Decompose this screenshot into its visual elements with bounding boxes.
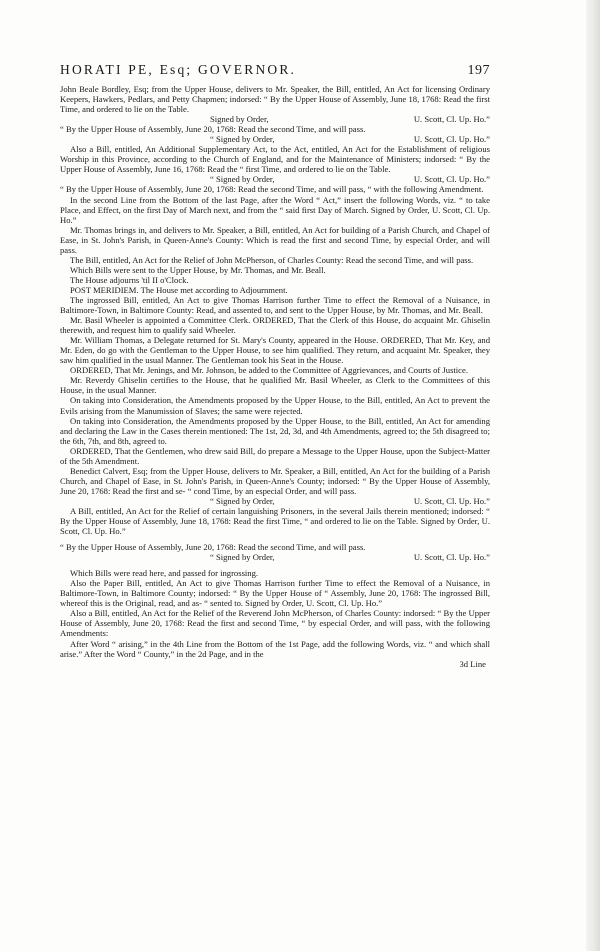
signature-right: U. Scott, Cl. Up. Ho.”	[413, 134, 490, 145]
signature-right: U. Scott, Cl. Up. Ho.”	[413, 552, 490, 563]
signature-left: “ Signed by Order,	[210, 552, 275, 563]
paragraph: “ By the Upper House of Assembly, June 20, 1768: Read the second Time, and will pass, “ with the following Amendment.	[60, 184, 484, 195]
paragraph: After Word “ arising,” in the 4th Line from the Bottom of the 1st Page, add the following Words, viz. “ and which shall arise.” After the Word “ County,” in the 2d Page, and in the	[60, 638, 490, 659]
signature-line	[60, 174, 490, 184]
paragraph: On taking into Consideration, the Amendments proposed by the Upper House, to the Bill, entitled, An Act for amending and declaring the Law in the Cases therein mentioned: The 1st, 2d, 3d, and 4th Amendments, agreed to; the 5th disagreed to; the 6th, 7th, and 8th, agreed to.	[60, 415, 490, 446]
paragraph: The ingrossed Bill, entitled, An Act to give Thomas Harrison further Time to effect the Removal of a Nuisance, in Baltimore-Town, in Baltimore County: Read, and assented to, and sent to the Upper House, by Mr. Thomas, and Mr. Beall.	[60, 294, 490, 316]
paragraph: Which Bills were sent to the Upper House, by Mr. Thomas, and Mr. Beall.	[70, 264, 326, 275]
signature-left: Signed by Order,	[210, 114, 269, 125]
signature-left: “ By the Upper House of Assembly, June 20, 1768: Read the second Time, and will pass.	[60, 124, 366, 135]
paragraph: John Beale Bordley, Esq; from the Upper House, delivers to Mr. Speaker, the Bill, entitled, An Act for licensing Ordinary Keepers, Hawkers, Pedlars, and Petty Chapmen; indorsed: “ By the Upper House of Assembly, June 18, 1768: Read the first Time, and ordered to lie on the Table.	[60, 84, 490, 115]
paragraph: Mr. Basil Wheeler is appointed a Committee Clerk. ORDERED, That the Clerk of this House, do acquaint Mr. Ghiselin therewith, and request him to qualify said Wheeler.	[60, 315, 490, 336]
paragraph: Mr. William Thomas, a Delegate returned for St. Mary's County, appeared in the House. ORDERED, That Mr. Key, and Mr. Eden, do go with the Gentleman to the Upper House, to see him qualified. They return, and acquaint Mr. Speaker, they saw him qualified in the usual Manner. The Gentleman took his Seat in the House.	[60, 335, 490, 366]
signature-line	[60, 114, 490, 124]
document-body	[60, 84, 490, 669]
paragraph: A Bill, entitled, An Act for the Relief of certain languishing Prisoners, in the several Jails therein mentioned; indorsed: “ By the Upper House of Assembly, June 18, 1768: Read the first Time, “ and ordered to lie on the Table. Signed by Order, U. Scott, Cl. Up. Ho.”	[60, 505, 490, 537]
paragraph: Mr. Reverdy Ghiselin certifies to the House, that he qualified Mr. Basil Wheeler, as Clerk to the Committees of this House, in the usual Manner.	[60, 375, 490, 396]
signature-left: “ Signed by Order,	[210, 134, 275, 145]
signature-right: U. Scott, Cl. Up. Ho.”	[413, 174, 490, 185]
paragraph: Also a Bill, entitled, An Act for the Relief of the Reverend John McPherson, of Charles County: indorsed: “ By the Upper House of Assembly, June 20, 1768: Read the first and second Time, “ by especial Order, and will pass, with the following Amendments:	[60, 608, 490, 639]
page-edge	[586, 0, 600, 951]
paragraph: The House adjourns 'til II o'Clock.	[70, 274, 189, 285]
endorsement-line	[60, 124, 490, 134]
signature-right: U. Scott, Cl. Up. Ho.”	[413, 495, 490, 506]
signature-line	[60, 552, 490, 562]
paragraph: In the second Line from the Bottom of the last Page, after the Word “ Act,” insert the following Words, viz. “ to take Place, and Effect, on the first Day of March next, and from the “ said first Day of March. Signed by Order, U. Scott, Cl. Up. Ho.”	[60, 194, 490, 225]
paragraph: Benedict Calvert, Esq; from the Upper House, delivers to Mr. Speaker, a Bill, entitled, An Act for the building of a Parish Church, and Chapel of Ease, in St. John's Parish, in Queen-Anne's County; indorsed: “ By the Upper House of Assembly, June 20, 1768: Read the first and se- “ cond Time, by an especial Order, and will pass.	[60, 465, 490, 496]
paragraph: “ By the Upper House of Assembly, June 20, 1768: Read the second Time, and will pass.	[60, 542, 366, 553]
paragraph: The Bill, entitled, An Act for the Relief of John McPherson, of Charles County: Read the second Time, and will pass.	[70, 254, 474, 265]
paragraph: Which Bills were read here, and passed for ingrossing.	[70, 568, 259, 579]
paragraph: Also the Paper Bill, entitled, An Act to give Thomas Harrison further Time to effect the Removal of a Nuisance, in Baltimore-Town, in Baltimore County; indorsed: “ By the Upper House of “ Assembly, June 20, 1768: The ingrossed Bill, whereof this is the Original, read, and as- “ sented to. Signed by Order, U. Scott, Cl. Up. Ho.”	[60, 578, 490, 609]
signature-left: “ Signed by Order,	[210, 174, 275, 185]
paragraph: Mr. Thomas brings in, and delivers to Mr. Speaker, a Bill, entitled, An Act for building of a Parish Church, and Chapel of Ease, in St. John's Parish, in Queen-Anne's County: Which is read the first and second Time, by especial Order, and will pass.	[60, 224, 490, 255]
signature-right: U. Scott, Cl. Up. Ho.”	[413, 114, 490, 125]
running-title: HORATI PE, Esq; GOVERNOR.	[60, 62, 297, 77]
paragraph: Also a Bill, entitled, An Additional Supplementary Act, to the Act, entitled, An Act for the Establishment of religious Worship in this Province, according to the Church of England, and for the Maintenance of Ministers; indorsed: “ By the Upper House of Assembly, June 16, 1768: Read the “ first Time, and ordered to lie on the Table.	[60, 144, 490, 175]
page-number: 197	[467, 63, 490, 78]
catchword: 3d Line	[459, 658, 486, 669]
signature-line	[60, 134, 490, 144]
paragraph: ORDERED, That Mr. Jenings, and Mr. Johnson, be added to the Committee of Aggrievances, and Courts of Justice.	[70, 365, 468, 376]
paragraph: On taking into Consideration, the Amendments proposed by the Upper House, to the Bill, entitled, An Act to prevent the Evils arising from the Manumission of Slaves; the same were rejected.	[60, 395, 490, 416]
running-header	[60, 62, 490, 79]
signature-line	[60, 496, 490, 506]
paragraph: ORDERED, That the Gentlemen, who drew said Bill, do prepare a Message to the Upper House, upon the Subject-Matter of the 5th Amendment.	[60, 445, 490, 466]
signature-left: “ Signed by Order,	[210, 495, 275, 506]
paragraph: POST MERIDIEM. The House met according to Adjournment.	[70, 284, 288, 295]
